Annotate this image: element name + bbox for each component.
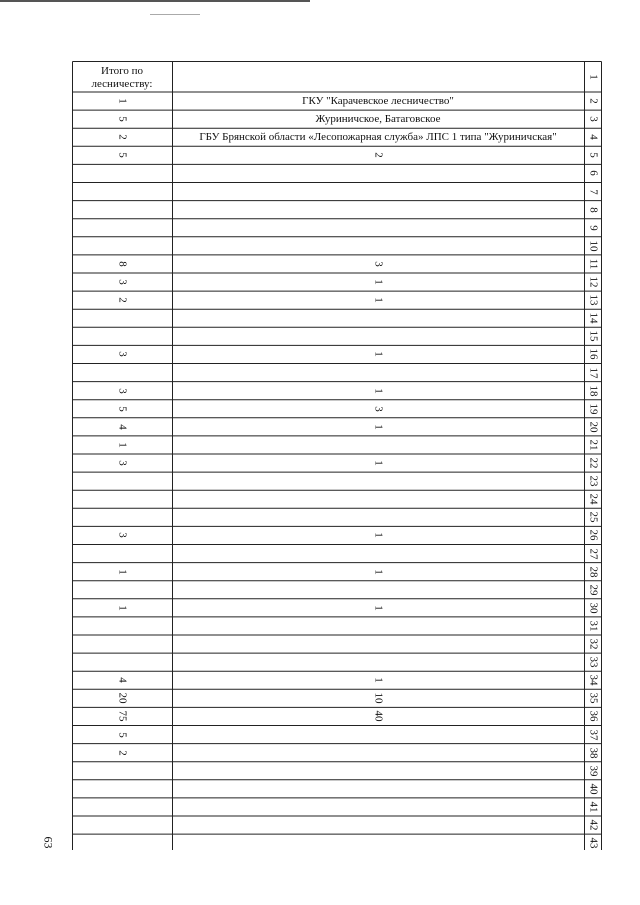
total-value: 3 <box>116 279 129 285</box>
total-cell <box>72 707 172 725</box>
row-number-cell <box>584 834 602 852</box>
content-value: 1 <box>372 605 385 611</box>
table-row <box>72 508 602 526</box>
table-row <box>72 545 602 563</box>
total-value: 5 <box>116 405 129 412</box>
row-number-cell <box>584 798 602 816</box>
row-number-cell <box>584 617 602 635</box>
header-total-label: Итого по лесничеству: <box>91 65 153 90</box>
content-cell <box>172 816 584 834</box>
row-number-cell <box>584 345 602 363</box>
row-number-cell <box>584 327 602 345</box>
page-number: 63 <box>41 836 56 849</box>
table-row <box>72 237 602 255</box>
row-number: 35 <box>587 692 600 704</box>
table-row <box>72 581 602 599</box>
table-row <box>72 61 602 92</box>
total-cell <box>72 545 172 563</box>
table-row <box>72 472 602 490</box>
content-cell <box>172 617 584 635</box>
total-value: 5 <box>116 116 129 122</box>
total-cell <box>72 671 172 689</box>
content-cell <box>172 273 584 291</box>
content-cell <box>172 201 584 219</box>
row-number: 8 <box>587 206 600 213</box>
content-cell <box>172 364 584 382</box>
row-number-cell <box>584 816 602 834</box>
row-number-cell <box>584 472 602 490</box>
content-value: 2 <box>372 152 385 159</box>
row-number-cell <box>584 581 602 599</box>
content-cell <box>172 110 584 128</box>
total-cell <box>72 816 172 834</box>
content-cell <box>172 671 584 689</box>
total-cell <box>72 744 172 762</box>
content-value: 1 <box>372 387 385 394</box>
total-cell <box>72 364 172 382</box>
content-value: 1 <box>372 568 385 575</box>
row-number: 32 <box>587 638 600 650</box>
row-number-cell <box>584 382 602 400</box>
row-number-cell <box>584 110 602 128</box>
row-number-cell <box>584 545 602 563</box>
total-cell <box>72 436 172 454</box>
forestry-table <box>72 61 602 850</box>
total-cell <box>72 653 172 671</box>
total-cell <box>72 128 172 146</box>
total-cell <box>72 110 172 128</box>
total-value: 1 <box>116 605 129 611</box>
row-number: 19 <box>587 403 600 415</box>
total-cell <box>72 798 172 816</box>
table-row <box>72 744 602 762</box>
content-cell <box>172 309 584 327</box>
content-cell <box>172 164 584 182</box>
content-cell <box>172 345 584 363</box>
total-value: 20 <box>116 692 129 704</box>
row-number-cell <box>584 364 602 382</box>
row-number-cell <box>584 291 602 309</box>
row-number: 25 <box>587 511 600 523</box>
table-row <box>72 762 602 780</box>
row-number-cell <box>584 255 602 273</box>
total-value: 2 <box>116 297 129 303</box>
row-number-cell <box>584 219 602 237</box>
row-number: 7 <box>587 188 600 195</box>
total-cell <box>72 762 172 780</box>
total-value: 8 <box>116 261 129 267</box>
total-value: 1 <box>116 98 129 104</box>
total-cell <box>72 526 172 544</box>
row-number: 18 <box>587 385 600 397</box>
content-cell <box>172 834 584 852</box>
table-row <box>72 798 602 816</box>
total-cell <box>72 291 172 309</box>
content-cell <box>172 526 584 544</box>
content-value: 3 <box>372 261 385 267</box>
total-cell <box>72 834 172 852</box>
content-value: 10 <box>372 692 385 704</box>
row-number: 40 <box>587 783 600 795</box>
total-cell <box>72 345 172 363</box>
content-cell <box>172 653 584 671</box>
content-cell <box>172 382 584 400</box>
row-number-cell <box>584 146 602 164</box>
total-cell <box>72 490 172 508</box>
row-number: 26 <box>587 529 600 541</box>
total-cell <box>72 255 172 273</box>
total-value: 3 <box>116 351 129 358</box>
content-cell <box>172 472 584 490</box>
total-cell <box>72 92 172 110</box>
content-cell <box>172 255 584 273</box>
content-cell <box>172 128 584 146</box>
content-cell <box>172 798 584 816</box>
content-cell <box>172 291 584 309</box>
content-cell <box>172 726 584 744</box>
total-cell <box>72 309 172 327</box>
total-cell <box>72 689 172 707</box>
row-number-cell <box>584 526 602 544</box>
row-number: 6 <box>587 170 600 177</box>
row-number: 23 <box>587 475 600 487</box>
table-row <box>72 617 602 635</box>
content-cell <box>172 237 584 255</box>
table-row <box>72 707 602 725</box>
table-row <box>72 563 602 581</box>
row-number: 36 <box>587 710 600 722</box>
row-number: 15 <box>587 330 600 342</box>
content-text: ГКУ "Карачевское лесничество" <box>302 95 454 108</box>
table-row <box>72 92 602 110</box>
total-value: 75 <box>116 710 129 722</box>
row-number-cell <box>584 436 602 454</box>
total-cell <box>72 617 172 635</box>
row-number-cell <box>584 744 602 762</box>
content-value: 1 <box>372 297 385 303</box>
row-number: 16 <box>587 348 600 360</box>
row-number-cell <box>584 780 602 798</box>
row-number: 20 <box>587 421 600 433</box>
row-number-cell <box>584 635 602 653</box>
content-value: 1 <box>372 424 385 430</box>
row-number: 14 <box>587 312 600 324</box>
row-number: 11 <box>587 258 600 270</box>
row-number: 43 <box>587 837 600 849</box>
row-number-cell <box>584 61 602 92</box>
content-cell <box>172 454 584 472</box>
row-number-cell <box>584 418 602 436</box>
row-number-cell <box>584 237 602 255</box>
header-rule <box>0 0 310 5</box>
table-row <box>72 327 602 345</box>
row-number-cell <box>584 689 602 707</box>
total-value: 5 <box>116 731 129 738</box>
content-cell <box>172 689 584 707</box>
row-number: 5 <box>587 152 600 159</box>
total-value: 2 <box>116 749 129 756</box>
content-cell <box>172 327 584 345</box>
row-number: 28 <box>587 566 600 578</box>
content-cell <box>172 418 584 436</box>
row-number: 17 <box>587 367 600 379</box>
table-row <box>72 635 602 653</box>
row-number: 21 <box>587 439 600 451</box>
total-value: 4 <box>116 677 129 683</box>
table-row <box>72 219 602 237</box>
content-cell <box>172 219 584 237</box>
content-cell <box>172 744 584 762</box>
content-cell <box>172 635 584 653</box>
total-cell <box>72 563 172 581</box>
content-text: ГБУ Брянской области «Лесопожарная служба» ЛПС 1 типа "Журиничская" <box>199 131 557 144</box>
content-value: 1 <box>372 351 385 358</box>
row-number: 37 <box>587 729 600 741</box>
total-cell <box>72 327 172 345</box>
row-number: 10 <box>587 240 600 252</box>
row-number: 34 <box>587 674 600 686</box>
row-number-cell <box>584 201 602 219</box>
row-number: 27 <box>587 548 600 560</box>
row-number: 9 <box>587 224 600 231</box>
total-value: 4 <box>116 424 129 430</box>
row-number: 29 <box>587 584 600 596</box>
total-cell <box>72 635 172 653</box>
total-cell <box>72 273 172 291</box>
row-number-cell <box>584 309 602 327</box>
total-cell <box>72 726 172 744</box>
content-value: 1 <box>372 279 385 285</box>
row-number: 12 <box>587 276 600 288</box>
total-cell <box>72 454 172 472</box>
total-cell <box>72 581 172 599</box>
table-row <box>72 309 602 327</box>
total-cell <box>72 418 172 436</box>
content-cell <box>172 400 584 418</box>
row-number-cell <box>584 273 602 291</box>
row-number: 39 <box>587 765 600 777</box>
header-rule-short <box>150 14 200 15</box>
content-cell <box>172 490 584 508</box>
table-row <box>72 364 602 382</box>
content-cell <box>172 92 584 110</box>
content-cell <box>172 780 584 798</box>
row-number: 2 <box>587 98 600 104</box>
content-cell <box>172 508 584 526</box>
total-cell <box>72 472 172 490</box>
content-cell <box>172 599 584 617</box>
header-total-cell <box>72 61 172 92</box>
table-row <box>72 110 602 128</box>
content-cell <box>172 61 584 92</box>
content-value: 1 <box>372 677 385 683</box>
total-value: 1 <box>116 568 129 575</box>
content-cell <box>172 436 584 454</box>
table-row <box>72 780 602 798</box>
table-row <box>72 418 602 436</box>
row-number: 38 <box>587 747 600 759</box>
row-number-cell <box>584 671 602 689</box>
row-number: 30 <box>587 602 600 614</box>
total-cell <box>72 164 172 182</box>
table-row <box>72 653 602 671</box>
row-number-cell <box>584 563 602 581</box>
row-number-cell <box>584 653 602 671</box>
row-number-cell <box>584 454 602 472</box>
content-text: Журиничское, Батаговское <box>315 113 441 126</box>
table-row <box>72 183 602 201</box>
table-row <box>72 164 602 182</box>
row-number: 13 <box>587 294 600 306</box>
row-number: 33 <box>587 656 600 668</box>
total-value: 5 <box>116 152 129 159</box>
table-row <box>72 526 602 544</box>
table-row <box>72 291 602 309</box>
row-number-cell <box>584 762 602 780</box>
table-row <box>72 671 602 689</box>
content-cell <box>172 707 584 725</box>
table-row <box>72 454 602 472</box>
total-value: 3 <box>116 532 129 539</box>
total-cell <box>72 780 172 798</box>
row-number-cell <box>584 599 602 617</box>
total-cell <box>72 400 172 418</box>
row-number: 1 <box>587 73 600 80</box>
row-number: 24 <box>587 493 600 505</box>
table-row <box>72 436 602 454</box>
table-row <box>72 146 602 164</box>
row-number: 3 <box>587 116 600 122</box>
content-cell <box>172 545 584 563</box>
row-number-cell <box>584 128 602 146</box>
total-cell <box>72 183 172 201</box>
table-row <box>72 345 602 363</box>
total-value: 3 <box>116 387 129 394</box>
content-cell <box>172 563 584 581</box>
total-cell <box>72 201 172 219</box>
table-row <box>72 726 602 744</box>
row-number-cell <box>584 400 602 418</box>
table-row <box>72 400 602 418</box>
row-number-cell <box>584 726 602 744</box>
content-cell <box>172 762 584 780</box>
total-cell <box>72 508 172 526</box>
row-number: 31 <box>587 620 600 632</box>
table-row <box>72 201 602 219</box>
content-cell <box>172 183 584 201</box>
content-value: 3 <box>372 405 385 412</box>
total-cell <box>72 237 172 255</box>
table-row <box>72 273 602 291</box>
total-value: 2 <box>116 134 129 140</box>
table-row <box>72 599 602 617</box>
table-row <box>72 689 602 707</box>
total-value: 3 <box>116 460 129 466</box>
total-value: 1 <box>116 442 129 448</box>
table-row <box>72 128 602 146</box>
row-number-cell <box>584 490 602 508</box>
row-number: 41 <box>587 801 600 813</box>
total-cell <box>72 599 172 617</box>
row-number-cell <box>584 707 602 725</box>
content-value: 40 <box>372 710 385 722</box>
row-number-cell <box>584 508 602 526</box>
content-value: 1 <box>372 460 385 466</box>
table-row <box>72 255 602 273</box>
table-row <box>72 816 602 834</box>
table-row <box>72 834 602 852</box>
total-cell <box>72 146 172 164</box>
row-number: 4 <box>587 134 600 140</box>
total-cell <box>72 219 172 237</box>
row-number-cell <box>584 164 602 182</box>
row-number-cell <box>584 92 602 110</box>
total-cell <box>72 382 172 400</box>
table-row <box>72 382 602 400</box>
row-number: 22 <box>587 457 600 469</box>
row-number-cell <box>584 183 602 201</box>
content-cell <box>172 146 584 164</box>
row-number: 42 <box>587 819 600 831</box>
content-cell <box>172 581 584 599</box>
table-row <box>72 490 602 508</box>
content-value: 1 <box>372 532 385 539</box>
